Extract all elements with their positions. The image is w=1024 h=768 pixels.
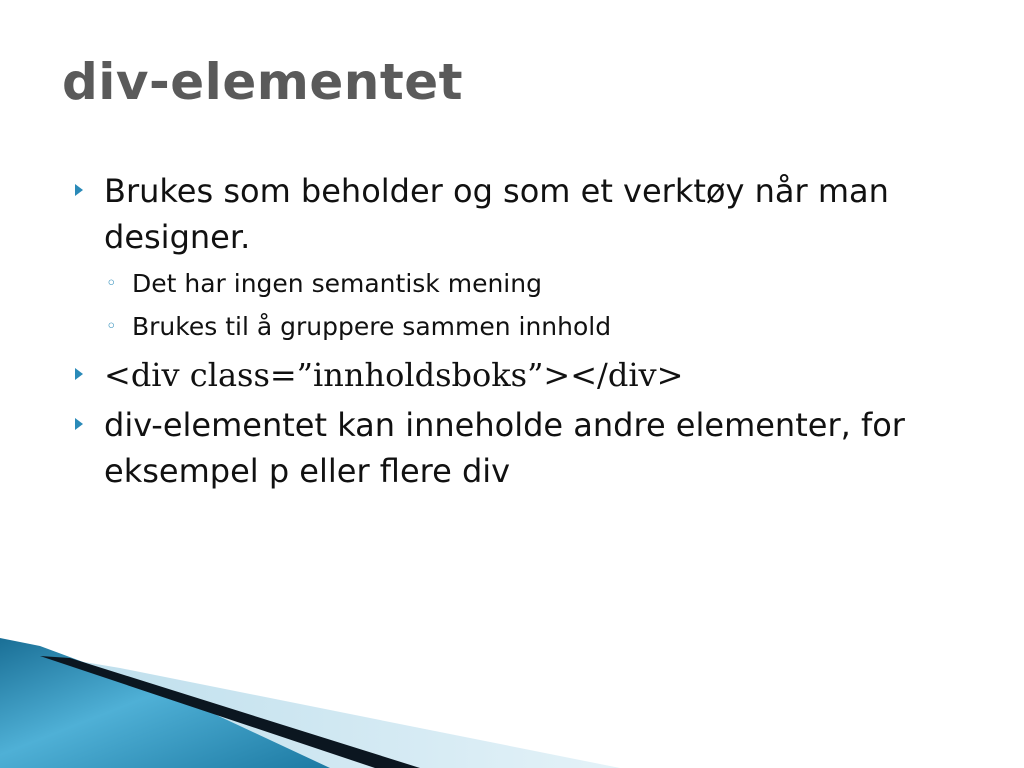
triangle-bullet-icon [75,368,83,380]
triangle-bullet-icon [75,184,83,196]
sub-bullet-text: Det har ingen semantisk mening [132,269,542,298]
bullet-item [72,168,972,260]
bullet-text: div-elementet kan inneholde andre elementer, for eksempel p eller flere div [104,406,905,490]
corner-wave-decoration [0,638,1024,768]
circle-bullet-icon: ◦ [106,273,117,294]
sub-bullet-item [72,305,972,348]
circle-bullet-icon: ◦ [106,316,117,337]
bullet-list [72,168,972,494]
triangle-bullet-icon [75,418,83,430]
bullet-item [72,352,972,398]
slide-title: div-elementet [62,53,464,111]
bullet-code-text: <div class=”innholdsboks”></div> [104,356,684,394]
bullet-text: Brukes som beholder og som et verktøy når man designer. [104,172,889,256]
sub-bullet-item [72,262,972,305]
sub-bullet-text: Brukes til å gruppere sammen innhold [132,312,612,341]
bullet-item [72,402,972,494]
